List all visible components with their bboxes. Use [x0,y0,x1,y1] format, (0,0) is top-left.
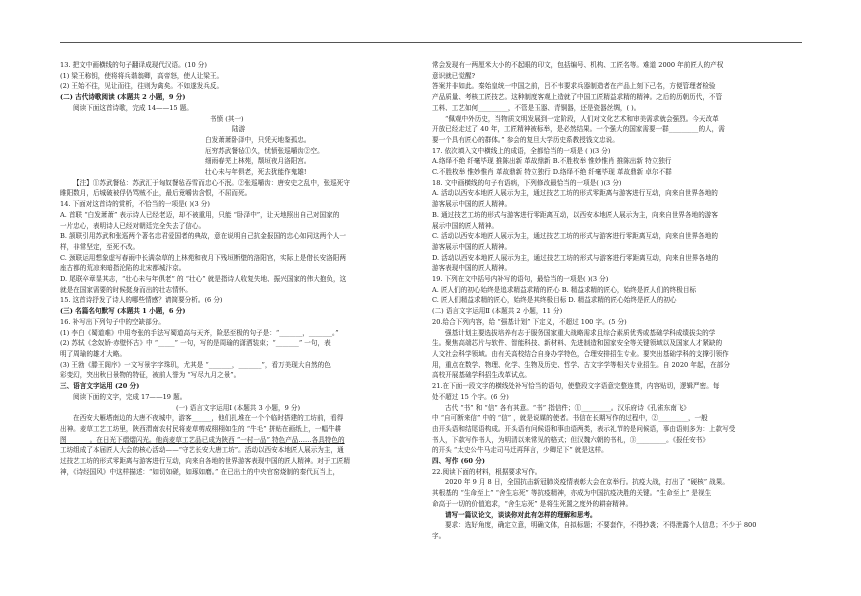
top-rule [60,42,802,43]
left-column [60,60,416,477]
left-text-line: (2) 王始不往，见让而往，往则为禽矣。不如遂发兵反。 [60,82,224,91]
right-text-line: 强基计划主要选拔培养有志于服务国家重大战略需求且综合素质优秀或基础学科成绩拔尖的学 [445,328,716,337]
right-text-line: 其根基的 “生命至上” “舍生忘死” 等抗疫精神，亦成为中国抗疫决胜的关键。“生命至上” 是视生 [432,489,712,498]
left-text-line: 厄穷苏武餐毡①久，忧愤张巡嚼齿②空。 [205,146,324,155]
left-text-line: 出神。麦草工艺工坊里，陕西渭南农村民将麦草剪成栩栩如生的 “牛毛” 拼贴在画纸上，一幅牛耕 [60,424,342,433]
right-text-line: “佩观中外历史，当物质文明发展到一定阶段，人们对文化艺术和审美需求就会强烈。今天改革 [445,114,719,123]
left-text-line: (一) 语言文字运用Ⅰ (本题共 3 小题，9 分) [175,403,301,412]
right-text-line: C. 活动以西安本地匠人展示为主，通过技艺工坊的形式与游客进行零距离互动，向来自世界各地的 [432,232,718,241]
left-text-line: 座古都的荒凉来暗指沦陷的北宋都城汴京。 [60,264,186,273]
left-text-line: (1) 梁王称钥，使将将兵谐翁卿，高帝怒，使人让梁王。 [60,71,224,80]
right-text-line: B. 通过技艺工坊的形式与游客进行零距离互动，以西安本地匠人展示为主，向来自世界各地的游客 [432,210,718,219]
right-text-line: 意识就已觉醒? [432,71,476,80]
right-text-line: 22.阅读下面的材料，根据要求写作。 [432,467,542,476]
left-text-line: 明了周瑜的雄才大略。 [60,349,126,358]
left-text-line: (2) 苏轼《念奴娇·赤壁怀古》中 “_____” 一句，写的是周瑜的潇洒装束；“_______” 一句，表 [60,339,331,348]
right-text-line: 常会发现有一两厘米大小的不起眼的印文，包括编号、机构、工匠名等。难道 2000 年前匠人的产权 [432,61,724,69]
right-text-line: 命高于一切的价值追求，“舍生忘死” 是将生死置之度外的耕奋精神。 [432,499,633,508]
right-text-line: 由开头语和结尾语构成。开头语有问候语和事由语两类，表示礼节的是问候语，事由语则多为：上款写受 [432,424,736,433]
right-text-line: 高校开展基础学科招生改革试点。 [432,371,531,380]
left-text-line: (三) 名篇名句默写 (本题共 1 小题，6 分) [60,307,186,316]
left-text-line: 在西安大雁塔南边的大唐不夜城中，游客______，他们扎堆在一个个临时搭建的工坊前，看得 [73,414,344,423]
left-text-line: 彩变幻，突出秋日景物的特征，被前人誉为 “写尽九月之景”。 [60,371,241,380]
right-text-line: 产品质量、考核工匠技艺。这种制度客观上造就了中国工匠精益求精的精神。之后的历朝历代，不管 [432,93,723,102]
right-text-line: A. 活动以西安本地匠人展示为主，通过技艺工坊的形式零距离与游客进行互动，向来自世界各地的 [432,189,718,198]
right-text-line: 书人，下款写作书人，为明清以来常见的格式；但汉魏六朝的书札，③_________。《报任安书》 [432,435,709,444]
right-text-line: 19. 下列在文中括号内补写的语句，最恰当的一项是( )(3 分) [432,275,609,284]
left-text-line: B. 颔联引用苏武和张巡两个著名忠君爱国者的典故，意在说明自己抗金报国的忠心如同这两个人一 [60,232,346,241]
right-text-line: 四、写作 (60 分) [432,457,485,466]
left-text-line: 【注】①苏武餐毡：苏武汇于匈奴餐毡吞雪而忠心不泯。②张巡嚼齿：唐安史之乱中，张巡死守 [73,178,350,187]
right-text-line: 游客表现中国的匠人精神。 [432,264,512,273]
left-text-line: 书愤 (其一) [210,114,244,123]
right-text-line: 要求：选好角度，确定立意，明确文体，自拟标题；不要套作，不得抄袭；不得泄露个人信息；不少于 800 [445,521,757,530]
right-text-line: 处不超过 15 个字。(6 分) [432,392,509,401]
right-text-line: 2020 年 9 月 8 日，全国抗击新冠肺炎疫情表彰大会在京举行。抗疫大战，打出了 “硬核” 战果。 [445,478,729,487]
right-text-line: 的开头 “太史公牛马走司马迁再拜言，少卿足下” 就是这样。 [432,446,608,455]
right-text-line: C.不胜枚举 惟妙惟肖 革故鼎新 特立独行 D.络绎不绝 纤毫毕现 革故鼎新 卓尔不群 [432,168,672,177]
right-text-line: 18. 文中画横线的句子有语病，下列修改最恰当的一项是( )(3 分) [432,178,622,187]
left-text-line: 过技艺工坊的形式零距离与游客进行互动，向来自各地的世界游客表现中国的匠人精神。对于工匠精 [60,457,351,466]
left-text-line: D. 尾联卒章显其志，“壮心未与年俱老” 的 “壮心” 就是指诗人收复失地、振兴国家的伟大抱负，这 [60,275,347,284]
right-text-line: 人文社会科学领域。由有关高校结合自身办学特色，合理安排招生专业。要突出基础学科的支撑引领作 [432,349,729,358]
left-text-line: 工坊组成了本届匠人大会的核心活动——“守艺长安大唐工坊”。活动以西安本地匠人展示为主，通 [60,446,344,455]
right-text-line: C. 匠人们精益求精的匠心，始终是其终极目标 D. 精益求精的匠心始终是匠人的初心 [432,296,677,305]
left-text-line: A. 首联 “白发萧萧” 表示诗人已经老迈，却不被重用，只能 “卧泽中”，让天地照出自己对国家的 [60,210,340,219]
right-text-line: 古代 “书” 和 “信” 各有其意。“书” 指信件；①_________。汉乐府诗《孔雀东南飞》 [445,403,691,412]
right-text-line: A.络绎不绝 纤毫毕现 推陈出新 革故鼎新 B.不胜枚举 惟妙惟肖 推陈出新 特立独行 [432,157,672,166]
right-text-line: 字。 [432,531,446,540]
right-text-line: D. 活动以西安本地匠人展示为主，通过技艺工坊的形式与游客进行零距离互动，向来自世界各地的 [432,253,719,262]
right-text-line: 游客展示中国的匠人精神。 [432,242,512,251]
right-text-line: 20.给合下列内容，给 “强基计划” 下定义，不超过 100 字。(5 分) [432,317,627,326]
left-text-line: C. 颈联运用想象虚写春雨中长满杂草的上林苑和夜月下残垣断壁的洛阳宫，实际上是借长安洛阳两 [60,253,346,262]
left-text-line: 样，非常坚定，至死不改。 [60,242,140,251]
left-text-line: 一片忠心，表明诗人已经对朝廷完全失去了信心。 [60,221,206,230]
right-text-line: 要一个具有匠心的群体。” 参会的复旦大学历史系教授钱文忠说。 [432,135,619,144]
left-text-line: (1) 李白《蜀道难》中用夸张的手法写蜀道高与天齐，险恶至极的句子是：“_______，_______。” [60,328,339,337]
left-text-line: 睢阳数月，后城破被俘仍骂贼不止，最后竟嚼齿含恨，不屈而死。 [60,189,252,198]
left-text-line: 陆游 [232,125,246,134]
right-text-line: 游客展示中国的匠人精神。 [432,200,512,209]
left-text-line: 16. 补写出下列句子中的空缺部分。 [60,317,165,326]
right-text-line: (二) 语言文字运用Ⅱ (本题共 2 小题，11 分) [432,307,563,316]
right-text-line: 开放已经走过了 40 年，工匠精神被标举，是必然结果。一个强大的国家需要一群_________的人，需 [432,125,725,134]
left-text-line: 13. 把文中画横线的句子翻译成现代汉语。(10 分) [60,61,207,69]
right-text-line: 用，重点在数学、物理、化学、生物及历史、哲学、古文字学等相关专业招生。自 2020 年起，在部分 [432,360,730,369]
right-text-line: 17. 依次填入文中横线上的成语，全都恰当的一项是 ( )(3 分) [432,146,611,155]
right-text-line: 生。聚焦高端芯片与软件、智能科技、新材料、先进制造和国家安全等关键领域以及国家人才紧缺的 [432,339,723,348]
left-text-line: 神，《诗经国风》中这样描述：“如切如磋，如琢如磨。” 在已出土的中央官窑烧制的秦代瓦当上， [60,467,340,476]
right-text-line: 工料、工艺如何_________，不管是玉器、青铜器，还是瓷器丝绸，( )。 [432,103,641,112]
left-text-line: 15. 这首诗抒发了诗人的哪些情感？请简要分析。(6 分) [60,296,223,305]
left-text-line: 图_______。在日光下熠熠闪光。他尚麦草工艺品已成为陕西 “一村一品” 特色产品……各具特色的 [60,435,345,444]
left-text-line: 壮心未与年俱老，死去犹能作鬼雄! [205,168,307,177]
left-text-line: 阅读下面这首诗歌，完成 14——15 题。 [73,103,193,112]
right-text-line: 展示中国的匠人精神。 [432,221,498,230]
left-text-line: (二) 古代诗歌阅读 (本题共 2 小题，9 分) [60,93,186,102]
right-text-line: A. 匠人们的初心始终是追求精益求精的匠心 B. 精益求精的匠心，始终是匠人们的终极目标 [432,285,697,294]
left-text-line: 14. 下面对这首诗的赏析，不恰当的一项是( )(3 分) [60,200,210,209]
right-column [432,60,802,542]
left-text-line: 三、语言文字运用 (20 分) [60,382,140,391]
left-text-line: 阅读下面的文字，完成 17——19 题。 [73,392,187,401]
right-text-line: 答案并非如此。秦始皇统一中国之前，吕不韦要求兵器制造者在产品上刻下己名，方便管理者检验 [432,82,716,91]
right-text-line: 21.在下面一段文字的横线处补写恰当的语句，使整段文字语意完整连贯，内容贴切，逻辑严密。每 [432,382,720,391]
left-text-line: 细雨春芜上林苑，颓垣夜月洛阳宫。 [205,157,311,166]
left-text-line: 白发萧萧卧泽中，只凭天地鉴孤忠。 [205,135,311,144]
left-text-line: (3) 王勃《滕王阁序》一文写景字字珠玑，尤其是 “_______，_______”，看万美现大自然的色 [60,360,331,369]
right-text-line: 中 “自可断来信” 中的 “信” ，就是说媒的使者。书信在长期写作的过程中，②_________，一般 [432,414,708,423]
right-text-line: 请写一篇议论文，谈谈你对此有怎样的理解和思考。 [445,510,597,519]
left-text-line: 就是在国家需要的时候挺身而出的壮志情怀。 [60,285,192,294]
